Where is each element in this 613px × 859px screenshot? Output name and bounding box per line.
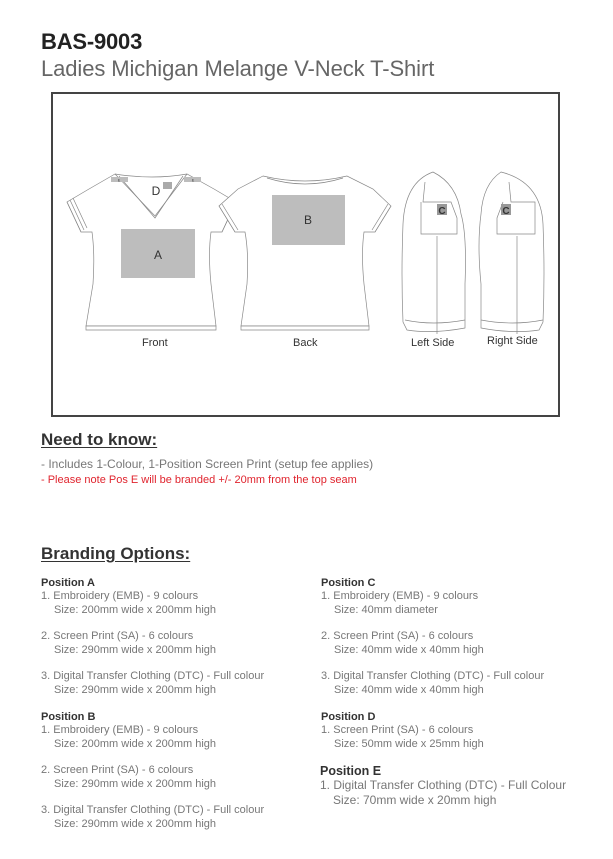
zone-a-label: A	[153, 248, 163, 262]
zone-d-marker	[163, 182, 172, 189]
branding-option	[321, 670, 611, 697]
option-method: 1. Embroidery (EMB) - 9 colours	[41, 724, 199, 736]
option-method: 3. Digital Transfer Clothing (DTC) - Full colour	[321, 670, 545, 682]
zone-c-left-label: C	[438, 206, 446, 217]
position-e-block	[320, 765, 610, 807]
position-title: Position B	[41, 711, 96, 723]
zone-c-right-label: C	[502, 206, 510, 217]
zone-b-label: B	[303, 213, 313, 227]
option-method: 1. Digital Transfer Clothing (DTC) - Full Colour	[320, 778, 567, 792]
view-label-back: Back	[293, 337, 318, 349]
position-title: Position D	[321, 711, 376, 723]
view-label-right-side: Right Side	[487, 335, 538, 347]
branding-option	[320, 778, 610, 807]
left-side-drawing	[402, 172, 466, 334]
branding-option	[41, 630, 331, 657]
need-to-know-heading: Need to know:	[41, 430, 158, 449]
product-code: BAS-9003	[41, 29, 143, 54]
option-size: Size: 290mm wide x 200mm high	[54, 683, 217, 696]
branding-option	[41, 764, 331, 791]
branding-option	[41, 724, 331, 751]
option-size: Size: 70mm wide x 20mm high	[333, 792, 497, 807]
option-size: Size: 40mm diameter	[334, 603, 438, 616]
zone-d-label: D	[151, 184, 161, 198]
right-side-drawing	[479, 172, 544, 334]
branding-option	[321, 630, 611, 657]
branding-options-heading: Branding Options:	[41, 544, 191, 563]
note-includes: - Includes 1-Colour, 1-Position Screen Print (setup fee applies)	[41, 457, 374, 471]
position-d-block	[321, 711, 611, 751]
option-size: Size: 40mm wide x 40mm high	[334, 683, 484, 696]
view-label-front: Front	[142, 337, 168, 349]
note-pos-e: - Please note Pos E will be branded +/- 20mm from the top seam	[41, 474, 357, 486]
option-size: Size: 290mm wide x 200mm high	[54, 817, 217, 830]
branding-option	[41, 670, 331, 697]
branding-option	[41, 804, 331, 831]
option-method: 1. Screen Print (SA) - 6 colours	[321, 724, 474, 736]
option-size: Size: 40mm wide x 40mm high	[334, 643, 484, 656]
option-size: Size: 50mm wide x 25mm high	[334, 737, 484, 750]
position-title: Position A	[41, 577, 95, 589]
option-method: 1. Embroidery (EMB) - 9 colours	[321, 590, 479, 602]
position-c-block	[321, 577, 611, 697]
product-title: Ladies Michigan Melange V-Neck T-Shirt	[41, 56, 435, 81]
option-method: 3. Digital Transfer Clothing (DTC) - Full colour	[41, 670, 265, 682]
option-size: Size: 200mm wide x 200mm high	[54, 603, 217, 616]
option-size: Size: 290mm wide x 200mm high	[54, 777, 217, 790]
tshirt-illustrations	[53, 94, 558, 415]
option-method: 2. Screen Print (SA) - 6 colours	[41, 764, 194, 776]
position-a-block	[41, 577, 331, 697]
branding-option	[321, 724, 611, 751]
option-size: Size: 200mm wide x 200mm high	[54, 737, 217, 750]
position-title: Position C	[321, 577, 376, 589]
option-method: 2. Screen Print (SA) - 6 colours	[41, 630, 194, 642]
garment-diagram	[51, 92, 560, 417]
option-method: 1. Embroidery (EMB) - 9 colours	[41, 590, 199, 602]
branding-option	[41, 590, 331, 617]
position-title: Position E	[320, 764, 382, 778]
branding-option	[321, 590, 611, 617]
zone-e-left-label: E	[117, 178, 121, 183]
zone-e-right-label: E	[191, 178, 195, 183]
position-b-block	[41, 711, 331, 831]
option-method: 3. Digital Transfer Clothing (DTC) - Full colour	[41, 804, 265, 816]
view-label-left-side: Left Side	[411, 337, 455, 349]
option-size: Size: 290mm wide x 200mm high	[54, 643, 217, 656]
option-method: 2. Screen Print (SA) - 6 colours	[321, 630, 474, 642]
